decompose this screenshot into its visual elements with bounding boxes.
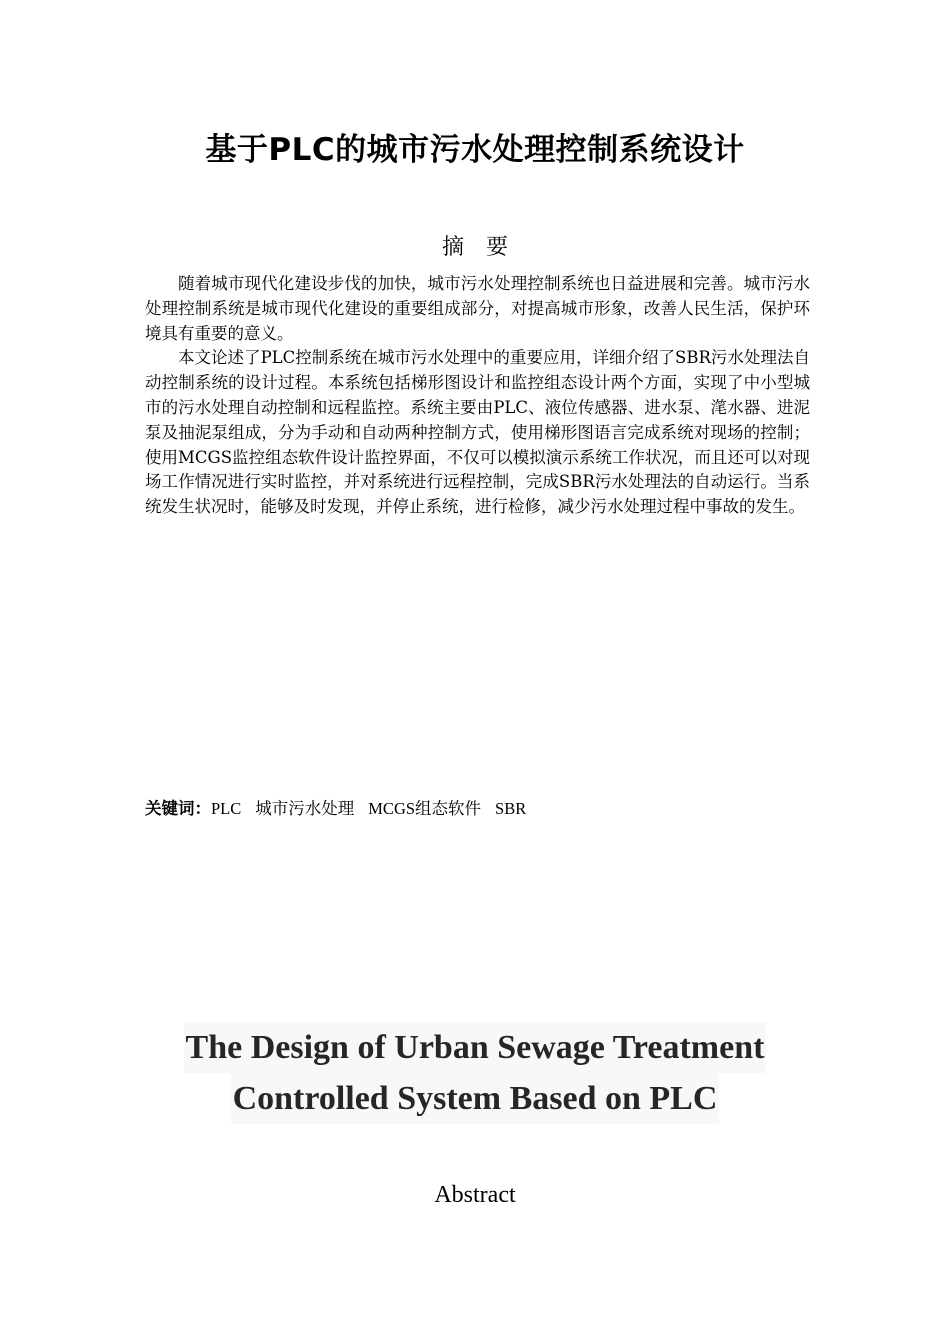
keyword-item: SBR (495, 799, 527, 818)
keyword-item: PLC (211, 799, 242, 818)
english-title-line-2: Controlled System Based on PLC (231, 1073, 720, 1124)
english-title-line-1: The Design of Urban Sewage Treatment (184, 1022, 767, 1073)
keywords-label: 关键词： (145, 799, 211, 818)
english-abstract-heading: Abstract (434, 1182, 516, 1208)
english-title (0, 1022, 950, 1124)
chinese-abstract-heading: 摘要 (441, 235, 530, 260)
chinese-title: 基于PLC的城市污水处理控制系统设计 (205, 132, 745, 168)
abstract-paragraph-1: 随着城市现代化建设步伐的加快，城市污水处理控制系统也日益进展和完善。城市污水处理控制系统是城市现代化建设的重要组成部分，对提高城市形象，改善人民生活，保护环境具有重要的意义。 (145, 274, 810, 343)
keywords-line (145, 797, 540, 821)
abstract-paragraph-2: 本文论述了PLC控制系统在城市污水处理中的重要应用，详细介绍了SBR污水处理法自动控制系统的设计过程。本系统包括梯形图设计和监控组态设计两个方面，实现了中小型城市的污水处理自动控制和远程监控。系统主要由PLC、液位传感器、进水泵、滗水器、进泥泵及抽泥泵组成，分为手动和自动两种控制方式，使用梯形图语言完成系统对现场的控制；使用MCGS监控组态软件设计监控界面，不仅可以模拟演示系统工作状况，而且还可以对现场工作情况进行实时监控，并对系统进行远程控制，完成SBR污水处理法的自动运行。当系统发生状况时，能够及时发现，并停止系统，进行检修，减少污水处理过程中事故的发生。 (145, 348, 810, 517)
keyword-item: 城市污水处理 (255, 799, 355, 818)
keyword-item: MCGS组态软件 (368, 799, 482, 818)
chinese-abstract-body (145, 272, 810, 520)
